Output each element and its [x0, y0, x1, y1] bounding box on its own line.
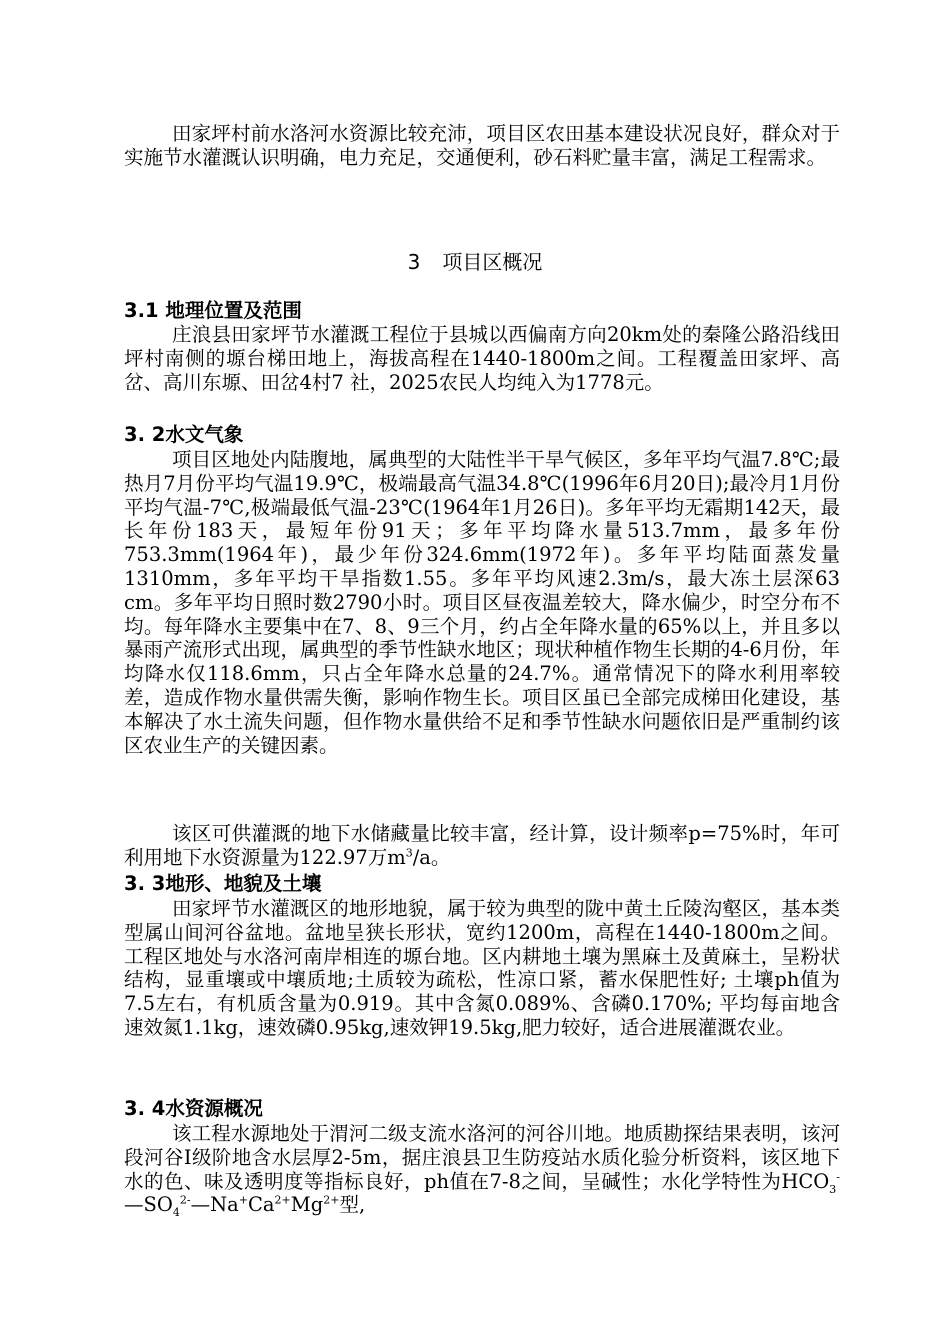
- section-heading-3-2: 3. 2水文气象: [124, 423, 244, 446]
- text-run: 该工程水源地处于渭河二级支流水洛河的河谷川地。地质勘探结果表明，该河段河谷Ⅰ级阶地含水层厚2-5m，据庄浪县卫生防疫站水质化验分析资料，该区地下水的色、味及透明度等指标良好，ph值在7-8之间，呈碱性；水化学特性为: [124, 1122, 840, 1193]
- chapter-title: [0, 249, 950, 275]
- superscript: -: [836, 1170, 840, 1184]
- text-run: 型,: [339, 1193, 366, 1217]
- formula-part: HCO: [781, 1169, 830, 1193]
- section-3-3-paragraph: 田家坪节水灌溉区的地形地貌，属于较为典型的陇中黄土丘陵沟壑区，基本类型属山间河谷盆地。盆地呈狭长形状，宽约1200m，高程在1440-1800m之间。工程区地处与水洛河南岸相连的塬台地。区内耕地土壤为黑麻土及黄麻土，呈粉状结构，显重壤或中壤质地;土质较为疏松，性凉口紧，蓄水保肥性好; 土壤ph值为7.5左右，有机质含量为0.919。其中含氮0.089%、含磷0.170%; 平均每亩地含速效氮1.1kg，速效磷0.95kg,速效钾19.5kg,肥力较好，适合进展灌溉农业。: [124, 897, 840, 1039]
- formula-part: Na: [210, 1193, 239, 1217]
- superscript: 3: [405, 846, 413, 860]
- text-run: 该区可供灌溉的地下水储藏量比较丰富，经计算，设计频率p=75%时，年可利用地下水资源量为122.97万m: [124, 822, 840, 869]
- section-heading-3-4: 3. 4水资源概况: [124, 1097, 263, 1120]
- formula-part: —: [124, 1193, 144, 1217]
- section-heading-3-1: 3.1 地理位置及范围: [124, 299, 302, 322]
- formula-part: SO: [143, 1193, 173, 1217]
- superscript: 2-: [179, 1193, 191, 1207]
- subscript: 3: [829, 1182, 837, 1196]
- text-run: /a。: [412, 845, 451, 869]
- formula-part: —: [190, 1193, 211, 1217]
- section-3-1-paragraph: 庄浪县田家坪节水灌溉工程位于县城以西偏南方向20km处的秦隆公路沿线田坪村南侧的塬台梯田地上，海拔高程在1440-1800m之间。工程覆盖田家坪、高岔、高川东塬、田岔4村7 社，2025农民人均纯入为1778元。: [124, 323, 840, 394]
- section-3-2-paragraph-1: 项目区地处内陆腹地，属典型的大陆性半干旱气候区，多年平均气温7.8℃;最热月7月份平均气温19.9℃，极端最高气温34.8℃(1996年6月20日);最冷月1月份平均气温-7℃,极端最低气温-23℃(1964年1月26日)。多年平均无霜期142天，最长年份183天，最短年份91天；多年平均降水量513.7mm，最多年份753.3mm(1964年)，最少年份324.6mm(1972年)。多年平均陆面蒸发量1310mm，多年平均干旱指数1.55。多年平均风速2.3m/s，最大冻土层深63 cm。多年平均日照时数2790小时。项目区昼夜温差较大，降水偏少，时空分布不均。每年降水主要集中在7、8、9三个月，约占全年降水量的65%以上，并且多以暴雨产流形式出现，属典型的季节性缺水地区；现状种植作物生长期的4-6月份，年均降水仅118.6mm，只占全年降水总量的24.7%。通常情况下的降水利用率较差，造成作物水量供需失衡，影响作物生长。项目区虽已全部完成梯田化建设，基本解决了水土流失问题，但作物水量供给不足和季节性缺水问题依旧是严重制约该区农业生产的关键因素。: [124, 448, 840, 757]
- chapter-title-text: 项目区概况: [442, 250, 543, 274]
- section-3-4-paragraph: [124, 1122, 840, 1220]
- section-heading-3-3: 3. 3地形、地貌及土壤: [124, 872, 322, 895]
- formula-part: Ca: [248, 1193, 275, 1217]
- section-3-2-paragraph-2: [124, 822, 840, 870]
- subscript: 4: [172, 1206, 180, 1220]
- superscript: 2+: [274, 1193, 291, 1207]
- formula-part: Mg: [290, 1193, 324, 1217]
- superscript: +: [238, 1193, 248, 1207]
- chapter-number: 3: [407, 250, 421, 274]
- superscript: 2+: [323, 1193, 340, 1207]
- intro-paragraph: 田家坪村前水洛河水资源比较充沛，项目区农田基本建设状况良好，群众对于实施节水灌溉认识明确，电力充足，交通便利，砂石料贮量丰富，满足工程需求。: [124, 122, 840, 169]
